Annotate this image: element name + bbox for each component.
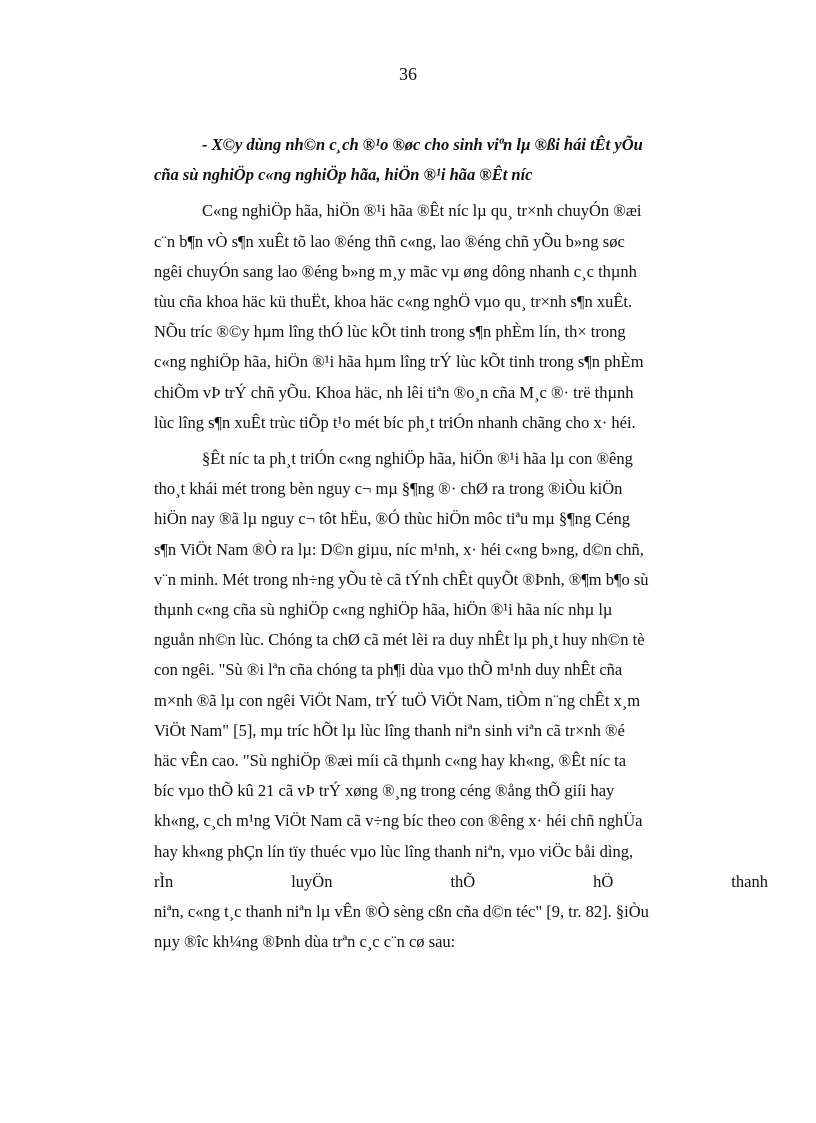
text-line: chiÕm vÞ trÝ chñ yÕu. Khoa häc, nh lêi tiªn ®o¸n cña M¸c ®· trë thµnh	[154, 382, 634, 402]
text-line: bíc vµo thÕ kû 21 cã vÞ trÝ xøng ®¸ng trong céng ®ång thÕ giíi hay	[154, 781, 615, 801]
word: thÕ	[450, 871, 476, 891]
text-line: v¨n minh. Mét trong nh÷ng yÕu tè cã tÝnh chÊt quyÕt ®Þnh, ®¶m b¶o sù	[154, 569, 649, 589]
text-line: C«ng nghiÖp hãa, hiÖn ®¹i hãa ®Êt níc lµ qu¸ tr×nh chuyÓn ®æi	[202, 201, 642, 221]
text-line: c¨n b¶n vÒ s¶n xuÊt tõ lao ®éng thñ c«ng, lao ®éng chñ yÕu b»ng søc	[154, 231, 625, 251]
text-line: hay kh«ng phÇn lín tïy thuéc vµo lùc lîng thanh niªn, vµo viÖc båi dìng,	[154, 841, 634, 861]
paragraph-1	[154, 196, 768, 438]
text-line: s¶n ViÖt Nam ®Ò ra lµ: D©n giµu, níc m¹nh, x· héi c«ng b»ng, d©n chñ,	[154, 539, 644, 559]
page-number: 36	[399, 64, 417, 84]
text-line: nµy ®îc kh¼ng ®Þnh dùa trªn c¸c c¨n cø sau:	[154, 932, 456, 952]
text-line: lùc lîng s¶n xuÊt trùc tiÕp t¹o mét bíc ph¸t triÓn nhanh chãng cho x· héi.	[154, 412, 636, 432]
text-line: tho¸t khái mét trong bèn nguy c¬ mµ §¶ng ®· chØ ra trong ®iÒu kiÖn	[154, 479, 623, 499]
text-line: häc vÊn cao. "Sù nghiÖp ®æi míi cã thµnh c«ng hay kh«ng, ®Êt níc ta	[154, 751, 627, 771]
document-body	[154, 130, 768, 963]
text-line: NÕu tríc ®©y hµm lîng thÓ lùc kÕt tinh trong s¶n phÈm lín, th× trong	[154, 322, 626, 342]
paragraph-2	[154, 444, 768, 957]
heading-line: - X©y dùng nh©n c¸ch ®¹o ®øc cho sinh viªn lµ ®ßi hái tÊt yÕu	[202, 135, 643, 154]
text-line: c«ng nghiÖp hãa, hiÖn ®¹i hãa hµm lîng trÝ lùc kÕt tinh trong s¶n phÈm	[154, 352, 644, 372]
text-line: thµnh c«ng cña sù nghiÖp c«ng nghiÖp hãa, hiÖn ®¹i hãa níc nhµ lµ	[154, 600, 613, 620]
word: hÖ	[593, 871, 614, 891]
text-line: niªn, c«ng t¸c thanh niªn lµ vÊn ®Ò sèng cßn cña d©n téc" [9, tr. 82]. §iÒu	[154, 902, 649, 922]
word: thanh	[731, 871, 768, 891]
word: rÌn	[154, 871, 174, 891]
text-line: ngêi chuyÓn sang lao ®éng b»ng m¸y mãc vµ øng dông nhanh c¸c thµnh	[154, 261, 637, 281]
heading-line: cña sù nghiÖp c«ng nghiÖp hãa, hiÖn ®¹i hãa ®Êt níc	[154, 165, 533, 185]
text-line: §Êt níc ta ph¸t triÓn c«ng nghiÖp hãa, hiÖn ®¹i hãa lµ con ®êng	[202, 449, 633, 469]
text-line: ViÖt Nam" [5], mµ tríc hÕt lµ lùc lîng thanh niªn sinh viªn cã tr×nh ®é	[154, 720, 625, 740]
spread-text-line	[106, 867, 768, 897]
text-line: con ngêi. "Sù ®i lªn cña chóng ta ph¶i dùa vµo thÕ m¹nh duy nhÊt cña	[154, 660, 623, 680]
text-line: kh«ng, c¸ch m¹ng ViÖt Nam cã v÷ng bíc theo con ®êng x· héi chñ nghÜa	[154, 811, 643, 831]
text-line: tùu cña khoa häc kü thuËt, khoa häc c«ng nghÖ vµo qu¸ tr×nh s¶n xuÊt.	[154, 292, 633, 312]
text-line: nguån nh©n lùc. Chóng ta chØ cã mét lèi ra duy nhÊt lµ ph¸t huy nh©n tè	[154, 630, 645, 650]
section-heading	[154, 130, 768, 190]
word: luyÖn	[291, 871, 333, 891]
text-line: hiÖn nay ®ã lµ nguy c¬ tôt hËu, ®Ó thùc hiÖn môc tiªu mµ §¶ng Céng	[154, 509, 631, 529]
text-line: m×nh ®ã lµ con ngêi ViÖt Nam, trÝ tuÖ ViÖt Nam, tiÒm n¨ng chÊt x¸m	[154, 690, 641, 710]
